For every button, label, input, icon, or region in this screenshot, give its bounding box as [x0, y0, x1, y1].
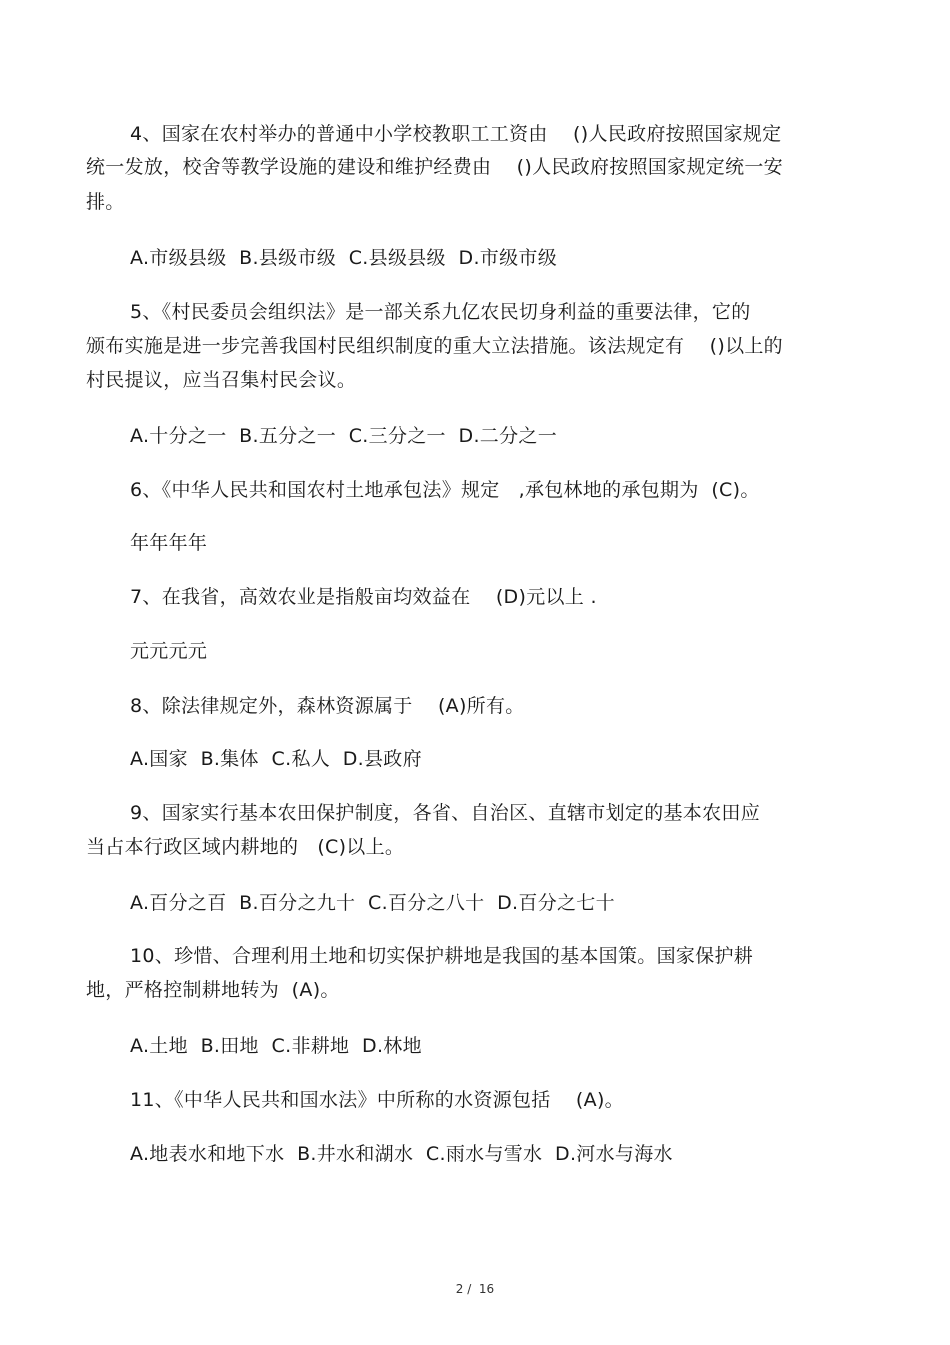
question-10-line-2: 地，严格控制耕地转为 (A)。 [86, 979, 340, 1001]
question-7-options: 元元元元 [130, 640, 208, 662]
question-5-options: A.十分之一 B.五分之一 C.三分之一 D.二分之一 [130, 425, 557, 447]
question-5-line-1: 5、《村民委员会组织法》是一部关系九亿农民切身利益的重要法律，它的 [130, 301, 751, 323]
question-11-line-1: 11、《中华人民共和国水法》中所称的水资源包括 (A)。 [130, 1089, 624, 1111]
question-4-line-3: 排。 [86, 191, 125, 213]
question-11-options: A.地表水和地下水 B.井水和湖水 C.雨水与雪水 D.河水与海水 [130, 1143, 673, 1165]
question-8-options: A.国家 B.集体 C.私人 D.县政府 [130, 748, 422, 770]
question-10-options: A.土地 B.田地 C.非耕地 D.林地 [130, 1035, 422, 1057]
question-4-options: A.市级县级 B.县级市级 C.县级县级 D.市级市级 [130, 247, 557, 269]
question-9-options: A.百分之百 B.百分之九十 C.百分之八十 D.百分之七十 [130, 892, 615, 914]
question-5-line-2: 颁布实施是进一步完善我国村民组织制度的重大立法措施。该法规定有 ()以上的 [86, 335, 783, 357]
question-4-line-2: 统一发放，校舍等教学设施的建设和维护经费由 ()人民政府按照国家规定统一安 [86, 156, 783, 178]
question-8-line-1: 8、除法律规定外，森林资源属于 (A)所有。 [130, 695, 525, 717]
question-6-line-1: 6、《中华人民共和国农村土地承包法》规定 ,承包林地的承包期为 (C)。 [130, 479, 760, 501]
question-4-line-1: 4、国家在农村举办的普通中小学校教职工工资由 ()人民政府按照国家规定 [130, 123, 782, 145]
question-9-line-2: 当占本行政区域内耕地的 (C)以上。 [86, 836, 405, 858]
question-5-line-3: 村民提议，应当召集村民会议。 [86, 369, 357, 391]
page-indicator: 2 / 16 [455, 1282, 495, 1296]
question-6-options: 年年年年 [130, 532, 208, 554]
question-7-line-1: 7、在我省，高效农业是指般亩均效益在 (D)元以上 . [130, 586, 597, 608]
question-10-line-1: 10、珍惜、合理利用土地和切实保护耕地是我国的基本国策。国家保护耕 [130, 945, 754, 967]
question-9-line-1: 9、国家实行基本农田保护制度，各省、自治区、直辖市划定的基本农田应 [130, 802, 760, 824]
